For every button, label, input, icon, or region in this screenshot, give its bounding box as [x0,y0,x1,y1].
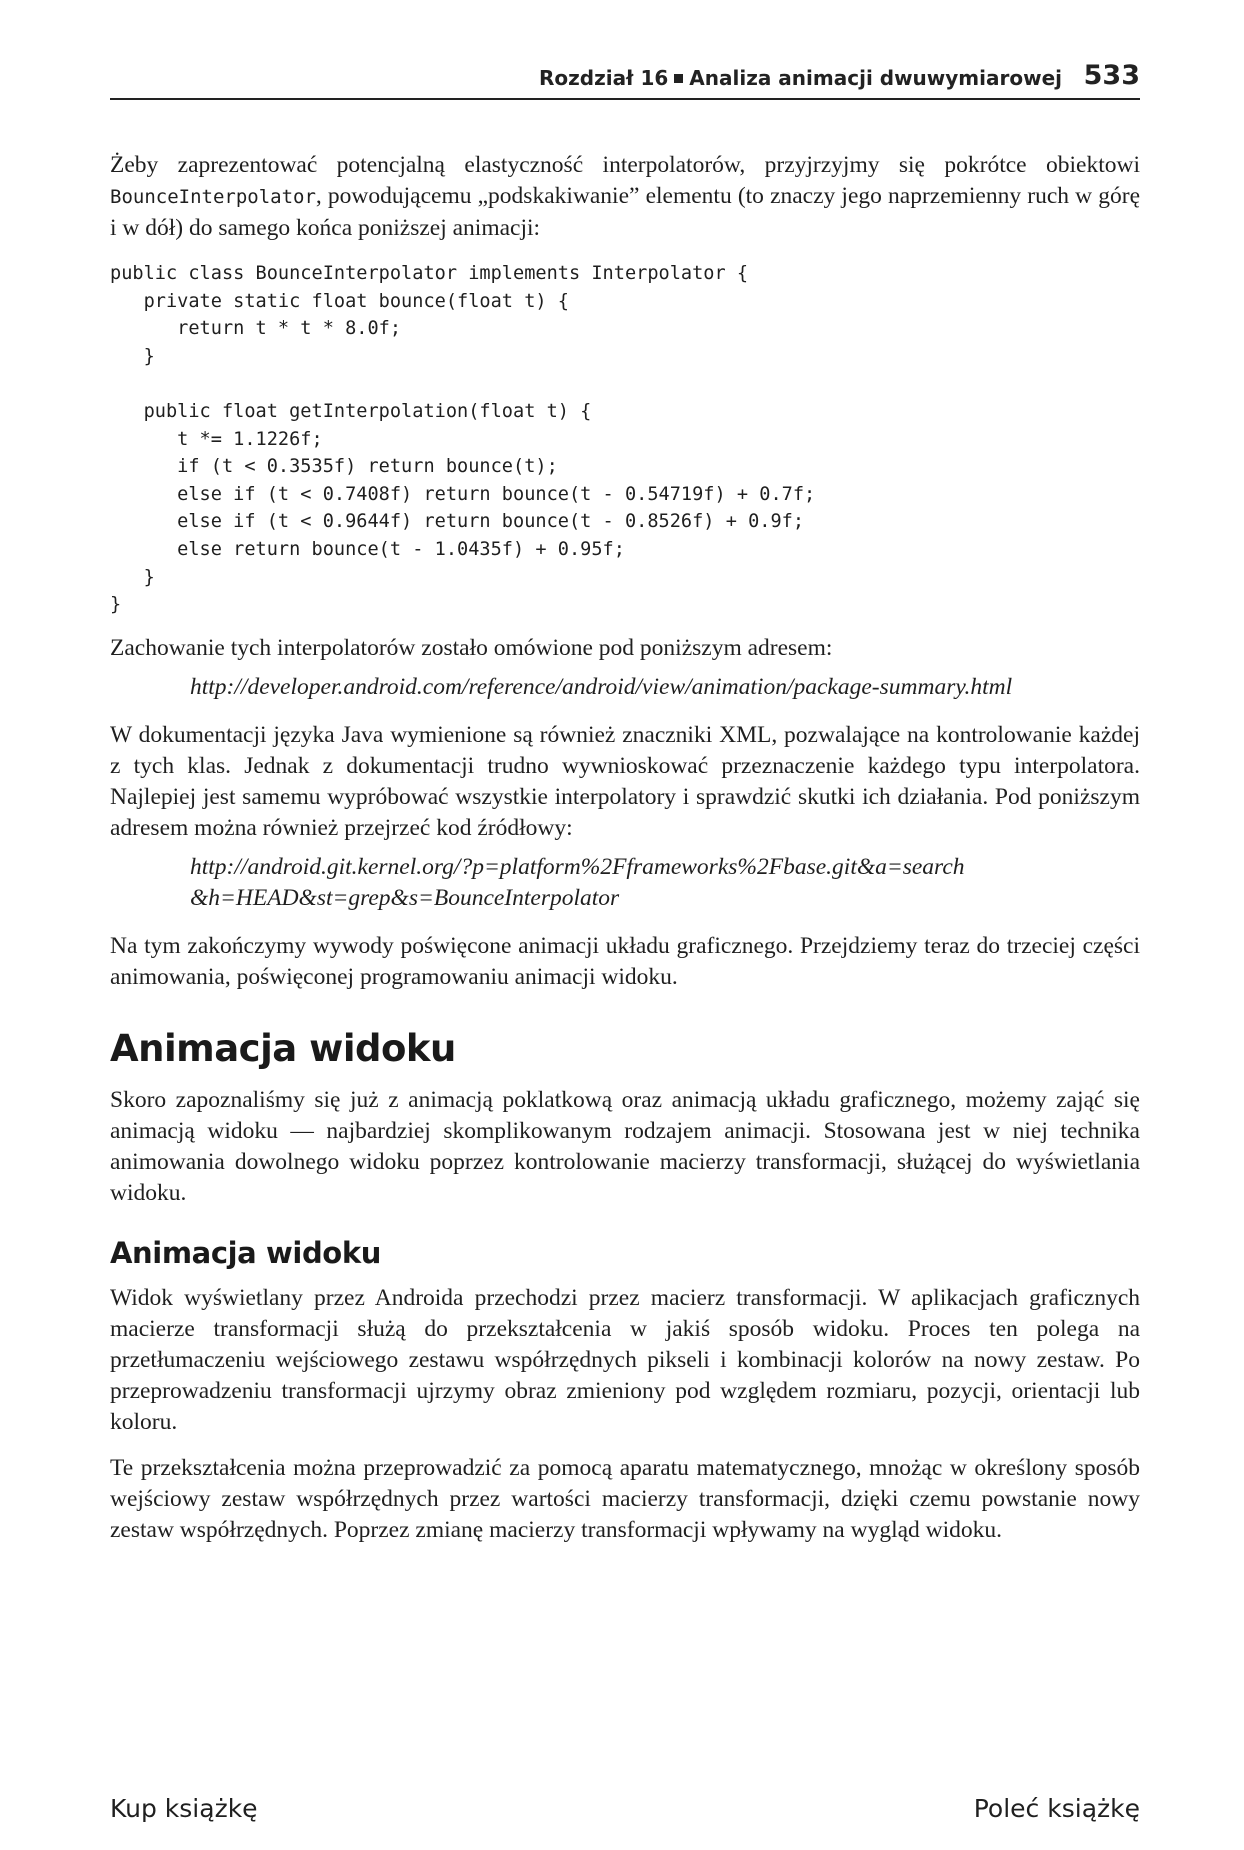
docs-paragraph: Zachowanie tych interpolatorów zostało omówione pod poniższym adresem: [110,634,833,661]
source-url-link[interactable]: http://android.git.kernel.org/?p=platform%2Fframeworks%2Fbase.git&a=search&h=HEAD&st=grep&s=BounceInterpolator [190,853,965,911]
running-header [110,56,1140,100]
intro-text-after: , powodującemu „podskakiwanie” elementu (to znaczy jego naprzemienny ruch w górę i w dół) do samego końca poniższej animacji: [110,183,1140,241]
xml-docs-paragraph: W dokumentacji języka Java wymienione są również znaczniki XML, pozwalające na kontrolowanie każdej z tych klas. Jednak z dokumentacji trudno wywnioskować przeznaczenie każdego typu interpolatora. Najlepiej jest samemu wypróbować wszystkie interpolatory i sprawdzić skutki ich działania. Pod poniższym adresem można również przejrzeć kod źródłowy: [110,721,1140,841]
chapter-title: Analiza animacji dwuwymiarowej [689,66,1062,90]
book-page [110,0,1140,1850]
section-intro-paragraph: Skoro zapoznaliśmy się już z animacją poklatkową oraz animacją układu graficznego, możemy zająć się animacją widoku — najbardziej skomplikowanym rodzajem animacji. Stosowana jest w niej technika animowania dowolnego widoku poprzez kontrolowanie macierzy transformacji, służącej do wyświetlania widoku. [110,1086,1140,1206]
header-bullet-icon [674,74,683,83]
docs-url-link[interactable]: http://developer.android.com/reference/android/view/animation/package-summary.html [190,673,1013,700]
chapter-label: Rozdział 16 [538,66,669,90]
buy-book-link[interactable]: Kup książkę [110,1794,258,1823]
running-title [539,66,1062,90]
intro-paragraph [110,150,1140,244]
inline-code-class-name: BounceInterpolator [110,186,316,208]
summary-paragraph: Na tym zakończymy wywody poświęcone animacji układu graficznego. Przejdziemy teraz do trzeciej części animowania, poświęconej programowaniu animacji widoku. [110,932,1140,990]
intro-text-before: Żeby zaprezentować potencjalną elastyczność interpolatorów, przyjrzyjmy się pokrótce obiektowi [110,152,1140,178]
page-number: 533 [1083,60,1140,91]
math-paragraph: Te przekształcenia można przeprowadzić za pomocą aparatu matematycznego, mnożąc w określony sposób wejściowy zestaw współrzędnych przez wartości macierzy transformacji, dzięki czemu powstanie nowy zestaw współrzędnych. Poprzez zmianę macierzy transformacji wpływamy na wygląd widoku. [110,1454,1140,1543]
section-heading: Animacja widoku [110,1026,456,1070]
transform-matrix-paragraph: Widok wyświetlany przez Androida przechodzi przez macierz transformacji. W aplikacjach graficznych macierze transformacji służą do przekształcenia w jakiś sposób widoku. Proces ten polega na przetłumaczeniu wejściowego zestawu współrzędnych pikseli i kombinacji kolorów na nowy zestaw. Po przeprowadzeniu transformacji ujrzymy obraz zmieniony pod względem rozmiaru, pozycji, orientacji lub koloru. [110,1284,1140,1435]
subsection-heading: Animacja widoku [110,1235,381,1270]
recommend-book-link[interactable]: Poleć książkę [973,1794,1140,1823]
page-content [110,150,1140,1561]
code-listing: public class BounceInterpolator implements Interpolator { private static float bounce(float t) { return t * t * 8.0f; } public float getInterpolation(float t) { t *= 1.1226f; if (t < 0.3535f) return bounce(t); else if (t < 0.7408f) return bounce(t - 0.54719f) + 0.7f; else if (t < 0.9644f) return bounce(t - 0.8526f) + 0.9f; else return bounce(t - 1.0435f) + 0.95f; } } [110,263,816,616]
